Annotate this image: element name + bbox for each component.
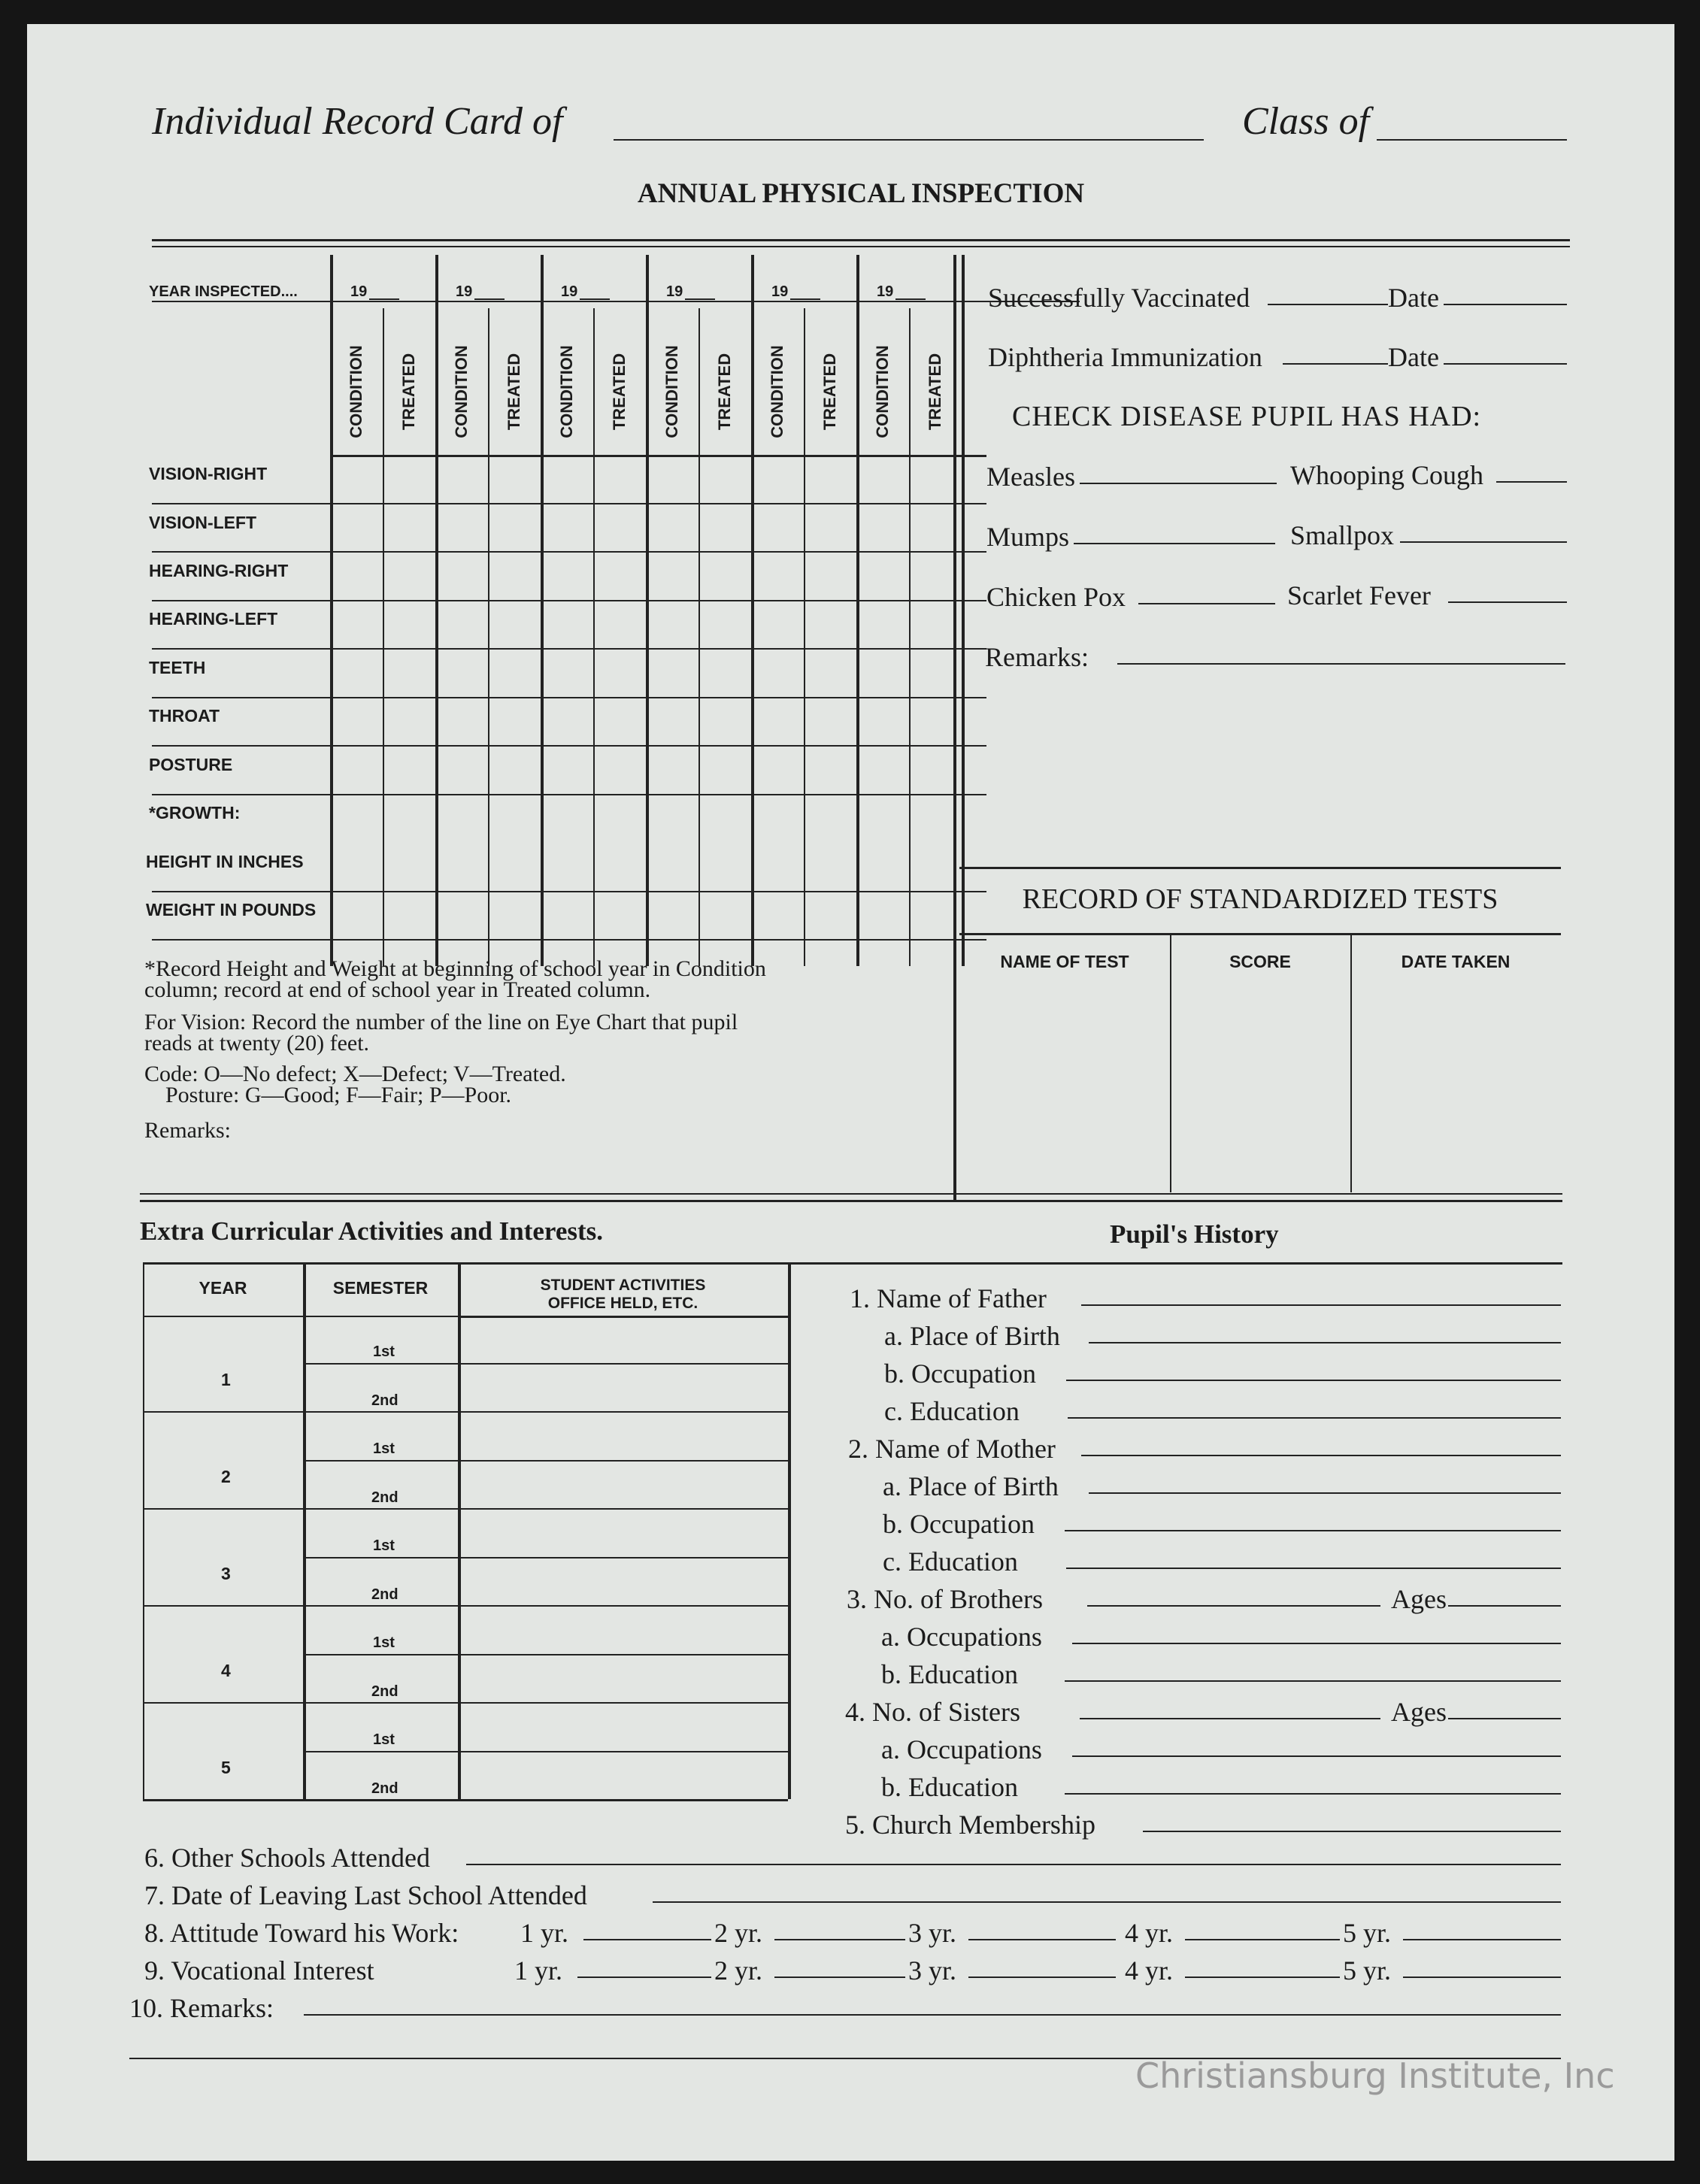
row-rule	[152, 697, 986, 698]
row-label-weight: WEIGHT IN POUNDS	[146, 900, 317, 919]
treated-header-2: TREATED	[505, 353, 523, 431]
activities-header-rule-activities	[458, 1316, 788, 1318]
sub-divider-2	[488, 308, 489, 966]
history-father-education-line	[1068, 1417, 1561, 1419]
history-other-schools-line	[466, 1864, 1561, 1865]
diphtheria-date-label: Date	[1388, 342, 1439, 372]
activities-year-2: 2	[221, 1467, 231, 1486]
history-mother-education-line	[1066, 1568, 1561, 1569]
condition-header-6: CONDITION	[873, 345, 892, 438]
condition-header-3: CONDITION	[557, 345, 576, 438]
table-divider-6	[962, 255, 965, 966]
history-brothers-ages-line	[1448, 1605, 1561, 1607]
treated-header-4: TREATED	[715, 353, 734, 431]
table-divider-1	[435, 255, 438, 966]
history-brothers-education: b. Education	[881, 1659, 1018, 1689]
vocational-yr4-line	[1185, 1977, 1340, 1978]
history-church: 5. Church Membership	[845, 1810, 1095, 1840]
history-father-line	[1081, 1304, 1561, 1306]
attitude-yr5: 5 yr.	[1343, 1918, 1392, 1948]
tests-col-score: SCORE	[1229, 952, 1291, 971]
row-label-throat: THROAT	[149, 706, 220, 725]
history-brothers-occupations: a. Occupations	[881, 1622, 1042, 1652]
disease-whooping-cough: Whooping Cough	[1290, 460, 1483, 490]
year-inspected-label: YEAR INSPECTED....	[149, 283, 298, 300]
table-divider-label	[330, 255, 333, 966]
treated-header-6: TREATED	[926, 353, 944, 431]
history-heading: Pupil's History	[1110, 1219, 1279, 1249]
history-date-leaving: 7. Date of Leaving Last School Attended	[144, 1880, 587, 1910]
activities-col-divider-1	[303, 1262, 306, 1799]
history-sisters-education: b. Education	[881, 1772, 1018, 1802]
activities-top-rule	[143, 1262, 820, 1265]
row-label-posture: POSTURE	[149, 755, 233, 774]
activities-row-rule	[303, 1363, 788, 1365]
history-brothers: 3. No. of Brothers	[847, 1584, 1043, 1614]
diphtheria-label: Diphtheria Immunization	[988, 342, 1262, 372]
activities-semester-1st: 1st	[373, 1731, 395, 1748]
attitude-yr2-line	[774, 1939, 905, 1940]
activities-year-3: 3	[221, 1564, 231, 1583]
activities-col-year: YEAR	[198, 1278, 247, 1298]
activities-row-rule	[303, 1751, 788, 1752]
row-rule	[152, 891, 986, 892]
history-father: 1. Name of Father	[850, 1283, 1047, 1313]
activities-col-semester: SEMESTER	[332, 1278, 429, 1298]
attitude-yr4-line	[1185, 1939, 1340, 1940]
activities-header-rule-year	[143, 1316, 303, 1317]
disease-chicken-pox: Chicken Pox	[986, 582, 1126, 612]
vaccinated-label: Successfully Vaccinated	[988, 283, 1250, 313]
row-rule	[152, 794, 986, 795]
activities-col-student-activities: STUDENT ACTIVITIES	[540, 1277, 706, 1294]
history-mother-birth-line	[1089, 1492, 1561, 1494]
vocational-yr1-line	[577, 1977, 711, 1978]
history-mother-line	[1081, 1455, 1561, 1456]
year-2-blank	[474, 298, 505, 300]
note-height-weight-2: column; record at end of school year in Treated column.	[144, 977, 651, 1002]
activities-bottom-rule	[143, 1799, 788, 1801]
attitude-yr1-line	[583, 1939, 711, 1940]
history-other-schools: 6. Other Schools Attended	[144, 1843, 430, 1873]
row-rule	[152, 939, 986, 941]
history-mother-education: c. Education	[883, 1546, 1018, 1577]
class-line	[1377, 139, 1567, 141]
history-father-occupation: b. Occupation	[884, 1359, 1036, 1389]
year-1-blank	[369, 298, 399, 300]
note-vision-2: reads at twenty (20) feet.	[144, 1031, 370, 1056]
activities-year-rule	[143, 1411, 788, 1413]
year-4-label: 19	[666, 283, 683, 300]
history-sisters-ages-line	[1448, 1718, 1561, 1719]
activities-col-divider-3	[788, 1262, 791, 1799]
code-line-1: Code: O—No defect; X—Defect; V—Treated.	[144, 1062, 566, 1086]
history-brothers-line	[1087, 1605, 1380, 1607]
sub-divider-6	[909, 308, 911, 966]
header-rule-bottom	[152, 246, 1570, 247]
activities-row-rule	[303, 1557, 788, 1558]
activities-year-5: 5	[221, 1758, 231, 1777]
history-mother-occupation: b. Occupation	[883, 1509, 1035, 1539]
sub-divider-5	[804, 308, 805, 966]
history-sisters-occupations-line	[1072, 1755, 1561, 1757]
disease-measles: Measles	[986, 462, 1075, 492]
row-label-vision-right: VISION-RIGHT	[149, 464, 268, 483]
diphtheria-line	[1283, 363, 1388, 365]
history-date-leaving-line	[653, 1901, 1561, 1903]
history-remarks: 10. Remarks:	[129, 1993, 274, 2023]
scarlet-fever-line	[1448, 601, 1567, 603]
sub-divider-4	[698, 308, 700, 966]
disease-scarlet-fever: Scarlet Fever	[1287, 580, 1431, 610]
note-vision-1: For Vision: Record the number of the line on Eye Chart that pupil	[144, 1010, 738, 1034]
treated-header-1: TREATED	[399, 353, 418, 431]
activities-heading: Extra Curricular Activities and Interests.	[140, 1216, 604, 1246]
history-brothers-ages: Ages	[1391, 1584, 1447, 1614]
row-label-hearing-right: HEARING-RIGHT	[149, 561, 289, 580]
vocational-yr3-line	[968, 1977, 1116, 1978]
condition-header-4: CONDITION	[662, 345, 681, 438]
tests-col-divider-1	[1170, 935, 1171, 1192]
attitude-yr4: 4 yr.	[1125, 1918, 1174, 1948]
history-top-rule	[817, 1262, 1562, 1265]
activities-row-rule	[303, 1654, 788, 1655]
row-rule	[152, 600, 986, 601]
year-5-blank	[790, 298, 820, 300]
activities-year-1: 1	[221, 1370, 231, 1389]
activities-year-4: 4	[221, 1661, 231, 1680]
vaccinated-line	[1268, 304, 1388, 305]
activities-semester-1st: 1st	[373, 1634, 395, 1651]
mumps-line	[1074, 543, 1275, 544]
table-divider-5	[856, 255, 859, 966]
activities-row-rule	[303, 1460, 788, 1462]
vaccinated-date-line	[1444, 304, 1567, 305]
vaccinated-date-label: Date	[1388, 283, 1439, 313]
section-rule-b	[140, 1200, 1562, 1202]
activities-year-rule	[143, 1508, 788, 1510]
record-card-page	[27, 24, 1674, 2161]
measles-line	[1080, 483, 1277, 484]
chicken-pox-line	[1138, 603, 1275, 604]
tests-top-rule	[959, 867, 1561, 869]
row-rule	[152, 503, 986, 504]
record-card-label: Individual Record Card of	[152, 100, 563, 143]
activities-year-rule	[143, 1702, 788, 1704]
name-line	[614, 139, 1204, 141]
activities-semester-1st: 1st	[373, 1537, 395, 1554]
year-6-blank	[895, 298, 926, 300]
tests-heading-rule	[959, 933, 1561, 935]
health-remarks-line	[1117, 663, 1565, 665]
tests-heading: RECORD OF STANDARDIZED TESTS	[1022, 883, 1498, 915]
activities-semester-2nd: 2nd	[371, 1586, 398, 1603]
activities-semester-1st: 1st	[373, 1440, 395, 1457]
year-row-rule	[152, 301, 1080, 302]
row-label-height: HEIGHT IN INCHES	[146, 852, 304, 871]
vocational-yr4: 4 yr.	[1125, 1955, 1174, 1986]
disease-mumps: Mumps	[986, 522, 1070, 552]
diphtheria-date-line	[1444, 363, 1567, 365]
year-1-label: 19	[350, 283, 368, 300]
vocational-yr2: 2 yr.	[714, 1955, 763, 1986]
year-5-label: 19	[771, 283, 789, 300]
row-label-hearing-left: HEARING-LEFT	[149, 609, 278, 629]
class-label: Class of	[1242, 100, 1370, 143]
inspection-remarks-label: Remarks:	[144, 1118, 231, 1143]
row-label-vision-left: VISION-LEFT	[149, 513, 257, 532]
year-4-blank	[685, 298, 715, 300]
year-6-label: 19	[877, 283, 894, 300]
column-header-rule	[330, 455, 986, 457]
tests-col-divider-2	[1350, 935, 1352, 1192]
tests-col-date: DATE TAKEN	[1401, 952, 1511, 971]
year-2-label: 19	[456, 283, 473, 300]
activities-semester-2nd: 2nd	[371, 1392, 398, 1409]
history-church-line	[1143, 1831, 1561, 1832]
activities-year-rule	[143, 1605, 788, 1607]
disease-smallpox: Smallpox	[1290, 520, 1395, 550]
vocational-yr2-line	[774, 1977, 905, 1978]
table-divider-3	[646, 255, 649, 966]
activities-semester-2nd: 2nd	[371, 1683, 398, 1700]
activities-left-border	[143, 1262, 144, 1799]
vocational-yr1: 1 yr.	[514, 1955, 563, 1986]
condition-header-5: CONDITION	[768, 345, 786, 438]
attitude-yr3: 3 yr.	[908, 1918, 957, 1948]
treated-header-3: TREATED	[610, 353, 629, 431]
header-rule-top	[152, 239, 1570, 241]
attitude-yr5-line	[1403, 1939, 1561, 1940]
year-3-label: 19	[561, 283, 578, 300]
history-brothers-education-line	[1065, 1680, 1561, 1682]
code-line-2: Posture: G—Good; F—Fair; P—Poor.	[165, 1083, 512, 1107]
condition-header-1: CONDITION	[347, 345, 365, 438]
disease-heading: CHECK DISEASE PUPIL HAS HAD:	[1012, 401, 1482, 432]
vocational-yr5: 5 yr.	[1343, 1955, 1392, 1986]
activities-semester-2nd: 2nd	[371, 1489, 398, 1506]
history-vocational: 9. Vocational Interest	[144, 1955, 374, 1986]
history-father-education: c. Education	[884, 1396, 1020, 1426]
activities-col-divider-2	[458, 1262, 461, 1799]
table-divider-2	[541, 255, 544, 966]
main-title: ANNUAL PHYSICAL INSPECTION	[637, 178, 1085, 209]
history-brothers-occupations-line	[1072, 1643, 1561, 1644]
history-father-birth-line	[1089, 1342, 1561, 1343]
section-rule-a	[140, 1193, 1562, 1195]
history-mother-occupation-line	[1065, 1530, 1561, 1531]
watermark: Christiansburg Institute, Inc	[1135, 2055, 1615, 2096]
year-3-blank	[580, 298, 610, 300]
vocational-yr3: 3 yr.	[908, 1955, 957, 1986]
tests-col-name: NAME OF TEST	[1000, 952, 1129, 971]
center-divider	[953, 255, 956, 1201]
condition-header-2: CONDITION	[452, 345, 471, 438]
attitude-yr1: 1 yr.	[520, 1918, 569, 1948]
history-sisters-ages: Ages	[1391, 1697, 1447, 1727]
activities-semester-2nd: 2nd	[371, 1780, 398, 1797]
activities-col-office-held: OFFICE HELD, ETC.	[547, 1295, 698, 1312]
attitude-yr3-line	[968, 1939, 1116, 1940]
history-mother-birth: a. Place of Birth	[883, 1471, 1059, 1501]
smallpox-line	[1400, 541, 1567, 543]
health-remarks-label: Remarks:	[985, 642, 1089, 672]
row-rule	[152, 745, 986, 747]
whooping-cough-line	[1496, 481, 1567, 483]
activities-header-rule-semester	[303, 1316, 458, 1317]
row-label-growth: *GROWTH:	[149, 803, 241, 822]
vocational-yr5-line	[1403, 1977, 1561, 1978]
attitude-yr2: 2 yr.	[714, 1918, 763, 1948]
history-sisters: 4. No. of Sisters	[845, 1697, 1020, 1727]
history-mother: 2. Name of Mother	[848, 1434, 1056, 1464]
treated-header-5: TREATED	[820, 353, 839, 431]
history-remarks-line	[304, 2014, 1561, 2016]
sub-divider-3	[593, 308, 595, 966]
history-attitude: 8. Attitude Toward his Work:	[144, 1918, 459, 1948]
row-rule	[152, 551, 986, 553]
history-sisters-occupations: a. Occupations	[881, 1734, 1042, 1764]
row-rule	[152, 648, 986, 650]
sub-divider-1	[383, 308, 384, 966]
history-sisters-line	[1080, 1718, 1380, 1719]
table-divider-4	[751, 255, 754, 966]
note-height-weight-1: *Record Height and Weight at beginning of school year in Condition	[144, 956, 766, 981]
activities-semester-1st: 1st	[373, 1343, 395, 1360]
history-father-occupation-line	[1066, 1380, 1561, 1381]
row-label-teeth: TEETH	[149, 658, 206, 677]
history-sisters-education-line	[1065, 1793, 1561, 1795]
history-father-birth: a. Place of Birth	[884, 1321, 1060, 1351]
